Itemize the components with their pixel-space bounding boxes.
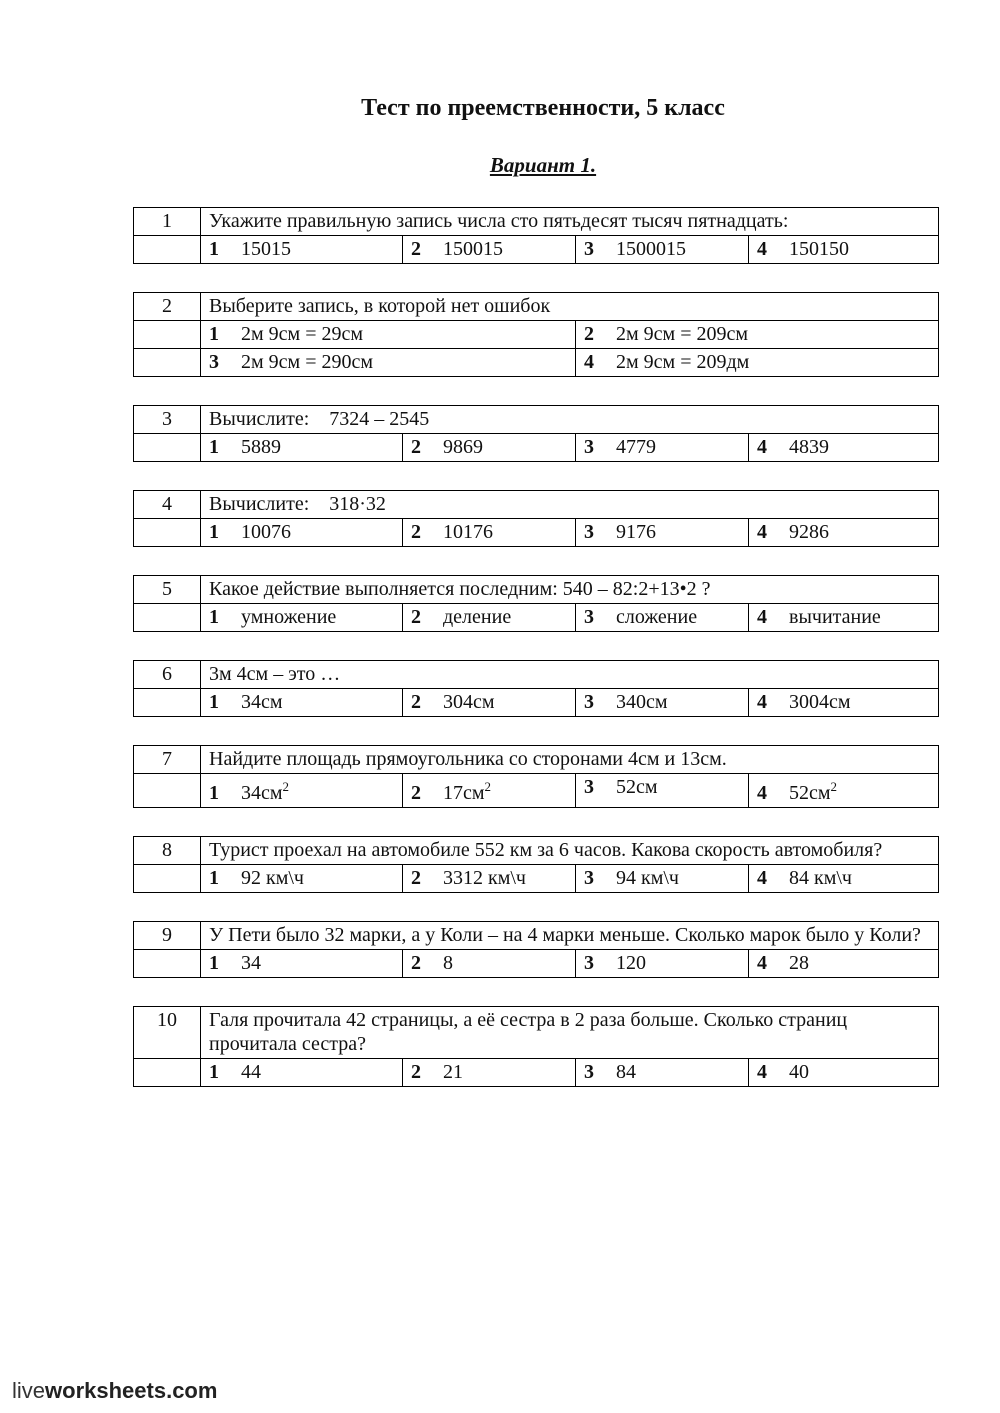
question-8 <box>133 836 939 893</box>
option-number: 3 <box>584 521 594 543</box>
answer-option-3[interactable] <box>201 349 576 377</box>
option-value: 92 км\ч <box>241 866 304 889</box>
option-value: 34см <box>241 691 283 713</box>
option-number: 3 <box>209 351 219 373</box>
option-value: 9869 <box>443 436 483 458</box>
answer-option-2[interactable] <box>403 689 576 717</box>
question-spacer <box>133 893 938 921</box>
answer-option-2[interactable] <box>403 604 576 632</box>
question-3 <box>133 405 939 462</box>
answer-option-1[interactable] <box>201 604 403 632</box>
page-title: Тест по преемственности, 5 класс <box>361 95 725 121</box>
empty-cell <box>134 349 201 377</box>
option-value: 17см <box>443 781 485 804</box>
option-value: умножение <box>241 606 337 628</box>
option-value: 2м 9см = 209см <box>616 323 749 345</box>
option-value: 340см <box>616 691 668 713</box>
question-spacer <box>133 717 938 745</box>
question-list <box>133 207 938 1087</box>
empty-cell <box>134 434 201 462</box>
option-number: 3 <box>584 866 594 889</box>
answer-option-4[interactable] <box>576 349 939 377</box>
option-number: 1 <box>209 521 219 543</box>
question-number: 6 <box>134 661 201 689</box>
answer-option-2[interactable] <box>403 774 576 808</box>
question-10 <box>133 1006 939 1087</box>
answer-option-2[interactable] <box>403 434 576 462</box>
answer-option-1[interactable] <box>201 236 403 264</box>
answer-option-2[interactable] <box>403 864 576 892</box>
question-text: Турист проехал на автомобиле 552 км за 6 часов. Какова скорость автомобиля? <box>201 836 939 864</box>
empty-cell <box>134 949 201 977</box>
question-text: Вычислите: 7324 – 2545 <box>201 406 939 434</box>
option-number: 4 <box>584 351 594 373</box>
option-value: 2м 9см = 29см <box>241 323 364 345</box>
option-number: 1 <box>209 238 219 260</box>
option-value: 4779 <box>616 436 656 458</box>
option-number: 2 <box>411 1060 421 1083</box>
empty-cell <box>134 864 201 892</box>
question-spacer <box>133 547 938 575</box>
option-value: 52см <box>789 781 831 804</box>
option-value: 44 <box>241 1060 261 1083</box>
answer-option-1[interactable] <box>201 321 576 349</box>
option-value: 8 <box>443 951 453 974</box>
answer-option-4[interactable] <box>749 774 939 808</box>
option-number: 2 <box>584 323 594 345</box>
empty-cell <box>134 689 201 717</box>
option-number: 4 <box>757 691 767 713</box>
question-text: Галя прочитала 42 страницы, а её сестра в 2 раза больше. Сколько страниц прочитала сестра? <box>201 1006 939 1058</box>
answer-option-4[interactable] <box>749 949 939 977</box>
question-spacer <box>133 632 938 660</box>
question-number: 10 <box>134 1006 201 1058</box>
option-number: 4 <box>757 951 767 974</box>
question-text: Какое действие выполняется последним: 540 – 82:2+13•2 ? <box>201 576 939 604</box>
option-value: 40 <box>789 1060 809 1083</box>
option-number: 2 <box>411 866 421 889</box>
option-number: 3 <box>584 436 594 458</box>
option-value: 120 <box>616 951 646 974</box>
question-9 <box>133 921 939 978</box>
question-number: 3 <box>134 406 201 434</box>
question-spacer <box>133 462 938 490</box>
option-number: 2 <box>411 521 421 543</box>
option-number: 1 <box>209 781 219 804</box>
answer-option-4[interactable] <box>749 864 939 892</box>
answer-option-3[interactable] <box>576 434 749 462</box>
answer-option-2[interactable] <box>403 949 576 977</box>
question-spacer <box>133 264 938 292</box>
answer-option-3[interactable] <box>576 689 749 717</box>
question-text: Найдите площадь прямоугольника со сторонами 4см и 13см. <box>201 746 939 774</box>
answer-option-1[interactable] <box>201 864 403 892</box>
option-superscript: 2 <box>282 779 290 794</box>
question-number: 1 <box>134 208 201 236</box>
option-number: 2 <box>411 691 421 713</box>
question-text: Укажите правильную запись числа сто пятьдесят тысяч пятнадцать: <box>201 208 939 236</box>
option-value: сложение <box>616 606 698 628</box>
option-number: 4 <box>757 436 767 458</box>
option-number: 3 <box>584 238 594 260</box>
answer-option-1[interactable] <box>201 1058 403 1086</box>
question-text: У Пети было 32 марки, а у Коли – на 4 марки меньше. Сколько марок было у Коли? <box>201 921 939 949</box>
answer-option-3[interactable] <box>576 949 749 977</box>
empty-cell <box>134 236 201 264</box>
option-number: 3 <box>584 606 594 628</box>
empty-cell <box>134 774 201 808</box>
option-value: 84 <box>616 1060 636 1083</box>
option-value: 5889 <box>241 436 281 458</box>
answer-option-2[interactable] <box>403 236 576 264</box>
option-number: 1 <box>209 951 219 974</box>
question-7 <box>133 745 939 808</box>
option-number: 3 <box>584 1060 594 1083</box>
answer-option-4[interactable] <box>749 236 939 264</box>
option-number: 4 <box>757 781 767 804</box>
option-superscript: 2 <box>830 779 838 794</box>
answer-option-1[interactable] <box>201 949 403 977</box>
question-number: 2 <box>134 293 201 321</box>
question-number: 5 <box>134 576 201 604</box>
option-value: 9286 <box>789 521 829 543</box>
answer-option-1[interactable] <box>201 519 403 547</box>
option-superscript: 2 <box>484 779 492 794</box>
option-value: 34см <box>241 781 283 804</box>
option-number: 1 <box>209 606 219 628</box>
answer-option-3[interactable] <box>576 774 749 808</box>
option-number: 3 <box>584 776 594 798</box>
question-2 <box>133 292 939 377</box>
answer-option-1[interactable] <box>201 689 403 717</box>
option-value: 150015 <box>443 238 503 260</box>
option-number: 2 <box>411 436 421 458</box>
question-number: 4 <box>134 491 201 519</box>
answer-option-2[interactable] <box>576 321 939 349</box>
answer-option-4[interactable] <box>749 689 939 717</box>
option-value: деление <box>443 606 512 628</box>
answer-option-2[interactable] <box>403 1058 576 1086</box>
option-number: 3 <box>584 691 594 713</box>
question-1 <box>133 207 939 264</box>
question-4 <box>133 490 939 547</box>
variant-heading: Вариант 1. <box>489 153 597 177</box>
question-text: Вычислите: 318·32 <box>201 491 939 519</box>
option-number: 1 <box>209 866 219 889</box>
answer-option-1[interactable] <box>201 434 403 462</box>
option-number: 4 <box>757 238 767 260</box>
answer-option-3[interactable] <box>576 1058 749 1086</box>
option-number: 1 <box>209 323 219 345</box>
empty-cell <box>134 1058 201 1086</box>
question-spacer <box>133 808 938 836</box>
answer-option-3[interactable] <box>576 604 749 632</box>
option-number: 4 <box>757 1060 767 1083</box>
answer-option-2[interactable] <box>403 519 576 547</box>
answer-option-4[interactable] <box>749 519 939 547</box>
empty-cell <box>134 321 201 349</box>
option-value: 28 <box>789 951 809 974</box>
answer-option-3[interactable] <box>576 864 749 892</box>
option-value: 2м 9см = 209дм <box>616 351 750 373</box>
option-value: 304см <box>443 691 495 713</box>
option-value: 1500015 <box>616 238 686 260</box>
answer-option-4[interactable] <box>749 604 939 632</box>
question-number: 7 <box>134 746 201 774</box>
option-value: 10176 <box>443 521 493 543</box>
option-number: 4 <box>757 606 767 628</box>
option-number: 1 <box>209 1060 219 1083</box>
option-number: 3 <box>584 951 594 974</box>
answer-option-4[interactable] <box>749 1058 939 1086</box>
question-text: Выберите запись, в которой нет ошибок <box>201 293 939 321</box>
answer-option-3[interactable] <box>576 519 749 547</box>
option-number: 2 <box>411 951 421 974</box>
answer-option-1[interactable] <box>201 774 403 808</box>
option-value: 2м 9см = 290см <box>241 351 374 373</box>
question-number: 9 <box>134 921 201 949</box>
empty-cell <box>134 604 201 632</box>
option-value: вычитание <box>789 606 881 628</box>
option-value: 3312 км\ч <box>443 866 526 889</box>
option-number: 1 <box>209 436 219 458</box>
answer-option-3[interactable] <box>576 236 749 264</box>
option-number: 4 <box>757 866 767 889</box>
question-text: 3м 4см – это … <box>201 661 939 689</box>
option-value: 150150 <box>789 238 849 260</box>
option-value: 9176 <box>616 521 656 543</box>
question-number: 8 <box>134 836 201 864</box>
liveworksheets-watermark: liveworksheets.com <box>12 1378 218 1403</box>
option-value: 15015 <box>241 238 291 260</box>
option-value: 52см <box>616 776 658 798</box>
option-number: 2 <box>411 781 421 804</box>
question-5 <box>133 575 939 632</box>
option-value: 3004см <box>789 691 851 713</box>
option-value: 94 км\ч <box>616 866 679 889</box>
option-value: 10076 <box>241 521 291 543</box>
question-6 <box>133 660 939 717</box>
option-value: 4839 <box>789 436 829 458</box>
option-number: 2 <box>411 238 421 260</box>
option-number: 2 <box>411 606 421 628</box>
answer-option-4[interactable] <box>749 434 939 462</box>
option-value: 84 км\ч <box>789 866 852 889</box>
option-number: 4 <box>757 521 767 543</box>
option-value: 34 <box>241 951 261 974</box>
option-number: 1 <box>209 691 219 713</box>
question-spacer <box>133 377 938 405</box>
question-spacer <box>133 978 938 1006</box>
empty-cell <box>134 519 201 547</box>
option-value: 21 <box>443 1060 463 1083</box>
